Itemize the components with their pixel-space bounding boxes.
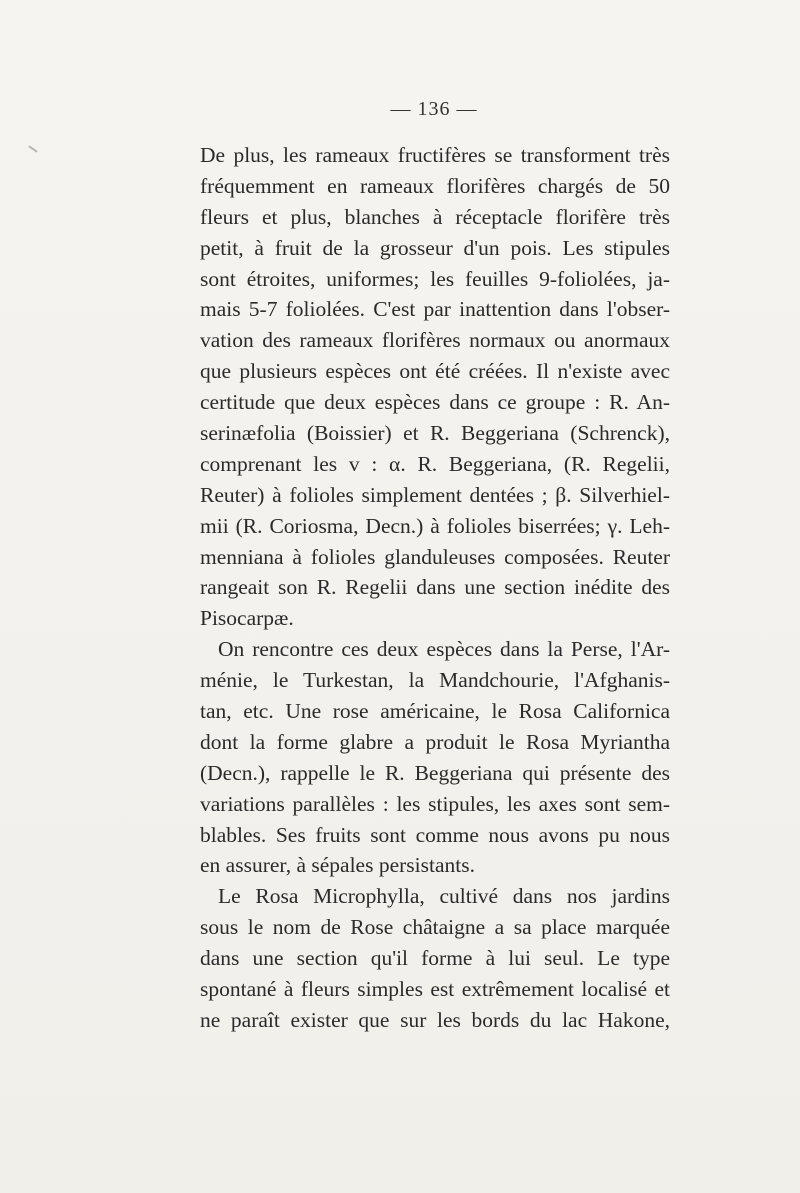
text-line: blables. Ses fruits sont comme nous avons pu nous xyxy=(200,822,670,847)
text-line: certitude que deux espèces dans ce groupe : R. An- xyxy=(200,390,670,415)
text-line: dans une section qu'il forme à lui seul. Le type xyxy=(200,946,670,971)
text-line: fréquemment en rameaux florifères chargés de 50 xyxy=(200,173,670,198)
text-line: variations parallèles : les stipules, les axes sont sem- xyxy=(200,791,670,816)
text-line: sous le nom de Rose châtaigne a sa place marquée xyxy=(200,915,670,940)
text-line: dont la forme glabre a produit le Rosa Myriantha xyxy=(200,729,670,754)
text-line: petit, à fruit de la grosseur d'un pois. Les stipules xyxy=(200,235,670,260)
text-line: On rencontre ces deux espèces dans la Perse, l'Ar- xyxy=(218,637,670,662)
paragraph-2 xyxy=(200,634,670,881)
text-line: De plus, les rameaux fructifères se transforment très xyxy=(200,143,670,167)
paragraph-1 xyxy=(200,140,670,634)
text-line: que plusieurs espèces ont été créées. Il n'existe avec xyxy=(200,359,670,384)
text-line: sont étroites, uniformes; les feuilles 9-foliolées, ja- xyxy=(200,266,670,291)
text-line: (Decn.), rappelle le R. Beggeriana qui présente des xyxy=(200,760,670,785)
text-line: spontané à fleurs simples est extrêmement localisé et xyxy=(200,977,670,1002)
text-line: fleurs et plus, blanches à réceptacle florifère très xyxy=(200,204,670,229)
text-line: Le Rosa Microphylla, cultivé dans nos jardins xyxy=(218,884,670,909)
text-line: Pisocarpæ. xyxy=(200,606,294,631)
text-line: menniana à folioles glanduleuses composées. Reuter xyxy=(200,544,670,569)
text-line: mii (R. Coriosma, Decn.) à folioles biserrées; γ. Leh- xyxy=(200,513,670,538)
text-line: vation des rameaux florifères normaux ou anormaux xyxy=(200,328,670,353)
text-line: Reuter) à folioles simplement dentées ; β. Silverhiel- xyxy=(200,482,670,507)
text-line: serinæfolia (Boissier) et R. Beggeriana (Schrenck), xyxy=(200,421,670,446)
text-line: ménie, le Turkestan, la Mandchourie, l'Afghanis- xyxy=(200,668,670,693)
text-line: rangeait son R. Regelii dans une section inédite des xyxy=(200,575,670,600)
body-text xyxy=(200,140,670,1036)
text-line: en assurer, à sépales persistants. xyxy=(200,853,475,878)
paragraph-3 xyxy=(200,881,670,1035)
text-line: tan, etc. Une rose américaine, le Rosa Californica xyxy=(200,699,670,724)
page-number: — 136 — xyxy=(390,98,478,120)
margin-mark xyxy=(28,145,37,152)
text-line: mais 5-7 foliolées. C'est par inattention dans l'obser- xyxy=(200,297,670,322)
text-line: comprenant les v : α. R. Beggeriana, (R. Regelii, xyxy=(200,451,670,476)
text-line: ne paraît exister que sur les bords du lac Hakone, xyxy=(200,1007,670,1032)
